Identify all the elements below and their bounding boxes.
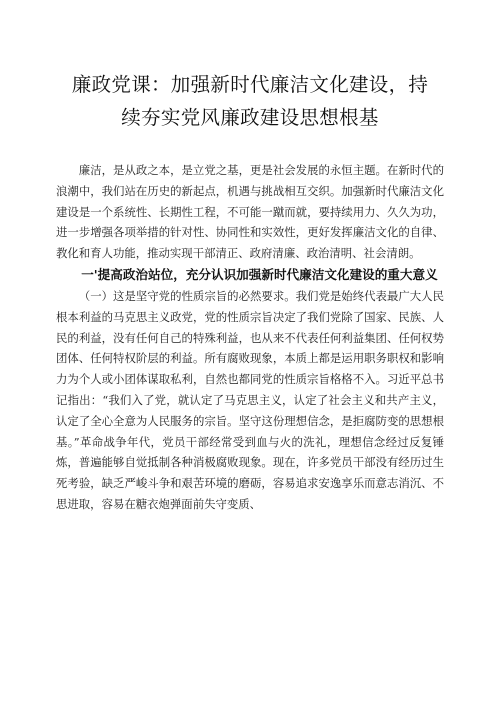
section-heading-1 xyxy=(56,264,444,286)
title-spacer xyxy=(56,134,444,160)
document-title xyxy=(56,68,444,134)
title-line-2: 续夯实党风廉政建设思想根基 xyxy=(121,106,379,129)
section-1-paragraph-1: （一）这是坚守党的性质宗旨的必然要求。我们党是始终代表最广大人民根本利益的马克思主义政党，党的性质宗旨决定了我们党除了国家、民族、人民的利益，没有任何自己的特殊利益，也从来不代表任何利益集团、任何权势团体、任何特权阶层的利益。所有腐败现象，本质上都是运用职务职权和影响力为个人或小团体谋取私利，自然也都同党的性质宗旨格格不入。习近平总书记指出：“我们入了党，就认定了马克思主义，认定了社会主义和共产主义，认定了全心全意为人民服务的宗旨。坚守这份理想信念，是拒腐防变的思想根基。”革命战争年代，党员干部经常受到血与火的洗礼，理想信念经过反复锤炼，普遍能够自觉抵制各种消极腐败现象。现在，许多党员干部没有经历过生死考验，缺乏严峻斗争和艰苦环境的磨砺，容易追求安逸享乐而意志消沉、不思进取，容易在糖衣炮弹面前失守变质、 xyxy=(56,288,444,511)
section-heading-1-text: 一'提高政治站位，充分认识加强新时代廉洁文化建设的重大意义 xyxy=(81,266,438,282)
title-line-1: 廉政党课：加强新时代廉洁文化建设，持 xyxy=(71,73,429,96)
intro-paragraph: 廉洁，是从政之本，是立党之基，更是社会发展的永恒主题。在新时代的浪潮中，我们站在历史的新起点，机遇与挑战相互交织。加强新时代廉洁文化建设是一个系统性、长期性工程，不可能一蹴而就，要持续用力、久久为功，进一步增强各项举措的针对性、协同性和实效性，更好发挥廉洁文化的自律、教化和育人功能，推动实现干部清正、政府清廉、政治清明、社会清朗。 xyxy=(56,163,444,261)
